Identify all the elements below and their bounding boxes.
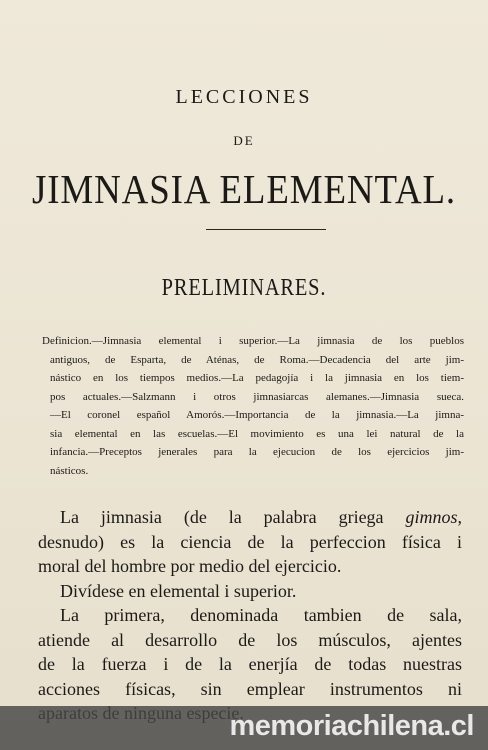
paragraph-line: atiende al desarrollo de los músculos, ajentes <box>38 629 462 650</box>
watermark-text: memoriachilena.cl <box>229 710 474 742</box>
paragraph-line: de la fuerza i de la enerjía de todas nuestras <box>38 654 462 674</box>
greek-word: gimnos <box>405 507 458 527</box>
paragraph-text: La jimnasia (de la palabra griega <box>60 507 406 527</box>
summary-line: infancia.—Preceptos jenerales para la ejecucion de los ejercicios jim- <box>50 446 464 458</box>
paragraph-line <box>38 505 462 530</box>
paragraph-text: , <box>457 507 462 527</box>
paragraph-line: Divídese en elemental i superior. <box>60 580 297 601</box>
heading-lecciones: LECCIONES <box>175 86 313 108</box>
paragraph-line: desnudo) es la ciencia de la perfeccion física i <box>38 531 462 552</box>
summary-line: Definicion.—Jimnasia elemental i superior.—La jimnasia de los pueblos <box>42 335 464 347</box>
paragraph-line: La primera, denominada tambien de sala, <box>60 605 462 625</box>
title-divider <box>206 229 326 230</box>
watermark-bar <box>0 706 488 750</box>
summary-line: nástico en los tiempos medios.—La pedagojía i la jimnasia en los tiem- <box>50 372 464 384</box>
page-title: JIMNASIA ELEMENTAL. <box>31 166 457 212</box>
chapter-summary <box>38 332 464 480</box>
summary-line: sia elemental en las escuelas.—El movimiento es una lei natural de la <box>50 427 464 440</box>
section-heading: PRELIMINARES. <box>161 275 327 301</box>
paragraph-line: moral del hombre por medio del ejercicio. <box>38 556 342 576</box>
summary-line: násticos. <box>50 464 89 477</box>
summary-line: antiguos, de Esparta, de Aténas, de Roma.—Decadencia del arte jim- <box>50 353 464 366</box>
body-text <box>38 505 462 726</box>
summary-line: —El coronel español Amorós.—Importancia de la jimnasia.—La jimna- <box>50 409 464 421</box>
summary-line: pos actuales.—Salzmann i otros jimnasiarcas alemanes.—Jimnasia sueca. <box>50 390 464 403</box>
paragraph-line: acciones físicas, sin emplear instrumentos ni <box>38 678 462 699</box>
heading-de: DE <box>233 133 255 148</box>
